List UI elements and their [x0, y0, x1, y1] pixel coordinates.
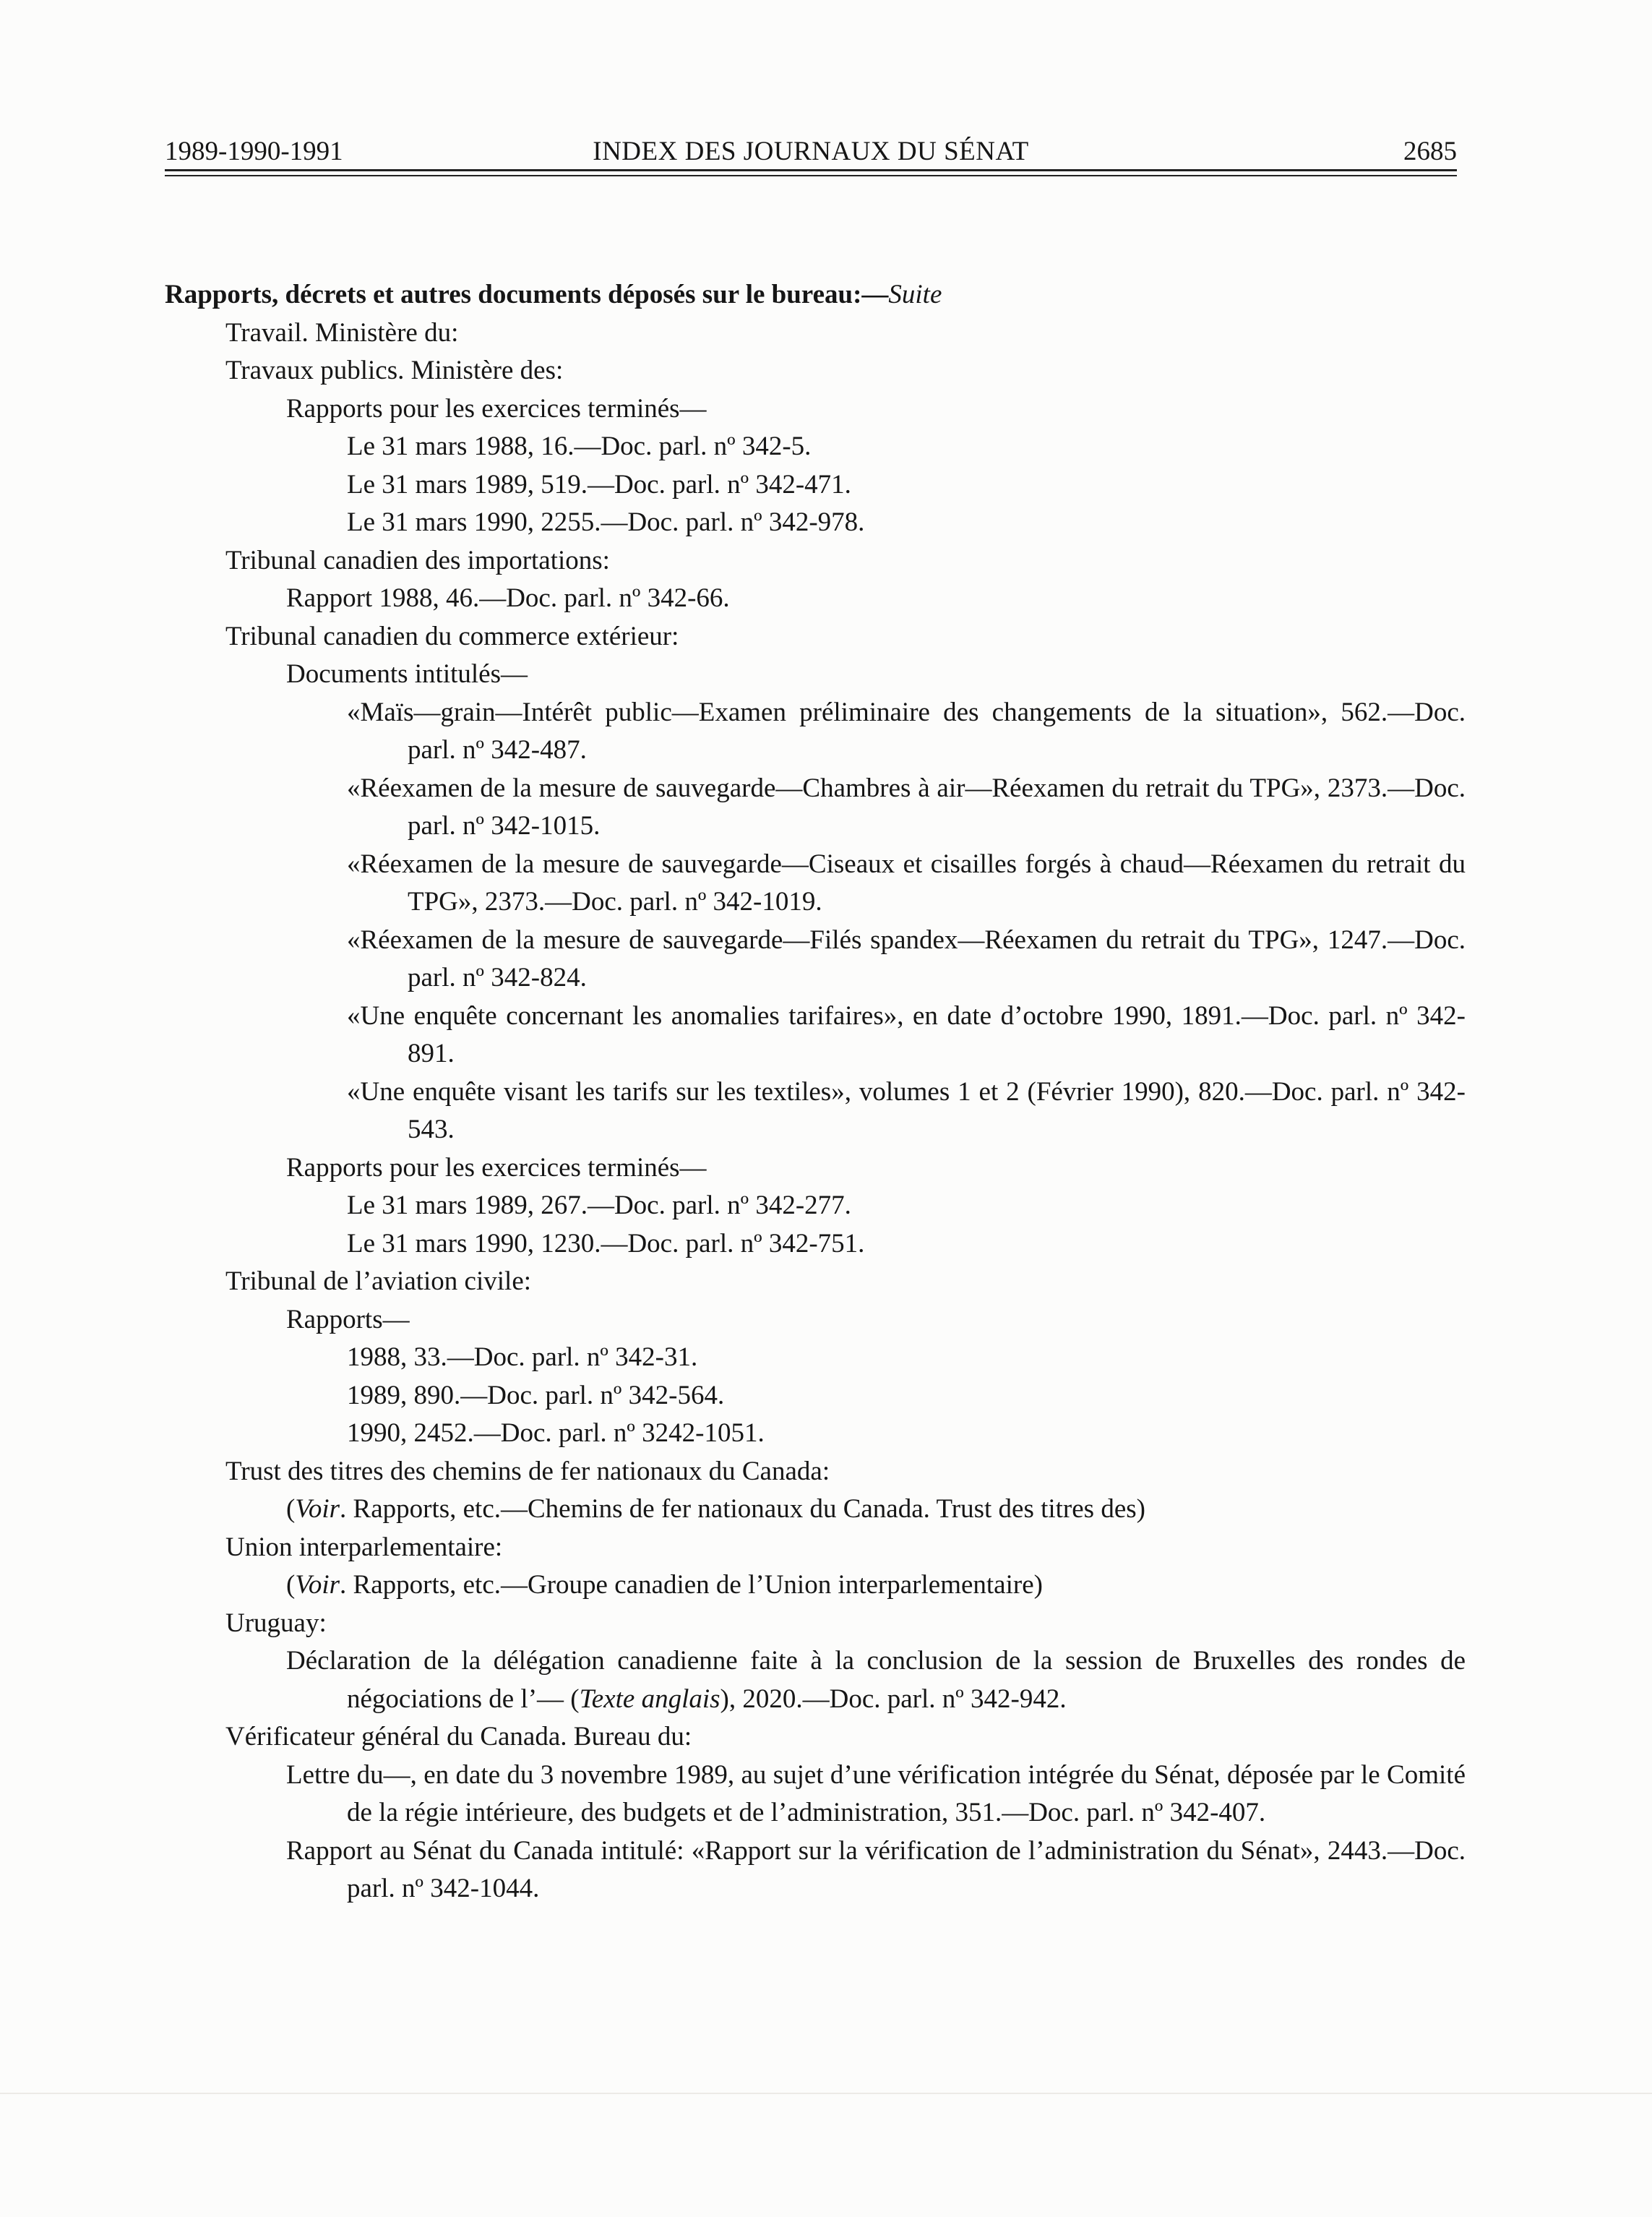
- header-title: INDEX DES JOURNAUX DU SÉNAT: [593, 137, 1029, 166]
- cross-ref-target: . Rapports, etc.—Groupe canadien de l’Union interparlementaire): [340, 1570, 1043, 1600]
- header-rule-top: [165, 169, 1457, 171]
- page-number: 2685: [1403, 137, 1457, 166]
- declaration-ref: ), 2020.—Doc. parl. nº 342-942.: [720, 1684, 1067, 1714]
- cross-ref-voir: Voir: [295, 1494, 340, 1524]
- declaration-italic: Texte anglais: [579, 1684, 720, 1714]
- entry-tp-1988: Le 31 mars 1988, 16.—Doc. parl. nº 342-5.: [347, 432, 812, 461]
- header-years: 1989-1990-1991: [165, 137, 343, 166]
- entry-tac-1989: 1989, 890.—Doc. parl. nº 342-564.: [347, 1380, 725, 1410]
- entry-verif-rapport: Rapport au Sénat du Canada intitulé: «Rapport sur la vérification de l’administration du Sénat», 2443.—Doc. parl. nº 342-1044.: [286, 1835, 1466, 1903]
- entry-tribunal-importations: Tribunal canadien des importations:: [225, 545, 610, 575]
- index-body: [165, 276, 1466, 1908]
- entry-uruguay: Uruguay:: [225, 1608, 327, 1638]
- cross-ref-open: (: [286, 1570, 296, 1600]
- entry-tcce-doc-ciseaux: «Réexamen de la mesure de sauvegarde—Ciseaux et cisailles forgés à chaud—Réexamen du retrait du TPG», 2373.—Doc. parl. nº 342-1019.: [347, 849, 1466, 917]
- entry-tcce-doc-spandex: «Réexamen de la mesure de sauvegarde—Filés spandex—Réexamen du retrait du TPG», 1247.—Doc. parl. nº 342-824.: [347, 925, 1466, 992]
- declaration-text: Déclaration de la délégation canadienne faite à la conclusion de la session de Bruxelles des rondes de négociations de l’— (: [286, 1646, 1466, 1714]
- entry-tp-1990: Le 31 mars 1990, 2255.—Doc. parl. nº 342-978.: [347, 507, 865, 537]
- entry-trust-titres: Trust des titres des chemins de fer nationaux du Canada:: [225, 1456, 830, 1486]
- entry-tcce-doc-anomalies: «Une enquête concernant les anomalies tarifaires», en date d’octobre 1990, 1891.—Doc. parl. nº 342-891.: [347, 1000, 1466, 1068]
- cross-ref-voir: Voir: [295, 1570, 340, 1600]
- running-header: [165, 132, 1457, 172]
- section-heading-suite: Suite: [888, 280, 942, 309]
- section-heading-title: Rapports, décrets et autres documents déposés sur le bureau:—: [165, 280, 889, 309]
- entry-union-voir: [165, 1566, 1466, 1605]
- entry-tac-rapports: Rapports—: [286, 1304, 410, 1334]
- cross-ref-open: (: [286, 1494, 296, 1524]
- entry-verif-lettre: Lettre du—, en date du 3 novembre 1989, au sujet d’une vérification intégrée du Sénat, déposée par le Comité de la régie intérieure, des budgets et de l’administration, 351.—Doc. parl. nº 342-407.: [286, 1759, 1466, 1827]
- cross-ref-target: . Rapports, etc.—Chemins de fer nationaux du Canada. Trust des titres des): [340, 1494, 1145, 1524]
- entry-tac-1988: 1988, 33.—Doc. parl. nº 342-31.: [347, 1342, 698, 1372]
- header-rule-bottom: [165, 175, 1457, 176]
- entry-tcce-documents: Documents intitulés—: [286, 659, 528, 689]
- entry-verificateur: Vérificateur général du Canada. Bureau du:: [225, 1722, 692, 1751]
- entry-tp-rapports: Rapports pour les exercices terminés—: [286, 393, 707, 424]
- entry-tci-rapport: Rapport 1988, 46.—Doc. parl. nº 342-66.: [286, 583, 730, 613]
- entry-tribunal-commerce: Tribunal canadien du commerce extérieur:: [225, 621, 679, 651]
- entry-tcce-rapports: Rapports pour les exercices terminés—: [286, 1152, 707, 1183]
- entry-tcce-doc-mais: «Maïs—grain—Intérêt public—Examen préliminaire des changements de la situation», 562.—Doc. parl. nº 342-487.: [347, 697, 1466, 765]
- entry-tribunal-aviation: Tribunal de l’aviation civile:: [225, 1266, 532, 1296]
- entry-tcce-doc-chambres: «Réexamen de la mesure de sauvegarde—Chambres à air—Réexamen du retrait du TPG», 2373.—Doc. parl. nº 342-1015.: [347, 773, 1466, 841]
- entry-trust-voir: [165, 1491, 1466, 1529]
- entry-travail: Travail. Ministère du:: [225, 317, 459, 348]
- entry-tcce-doc-textiles: «Une enquête visant les tarifs sur les textiles», volumes 1 et 2 (Février 1990), 820.—Doc. parl. nº 342-543.: [347, 1076, 1466, 1144]
- entry-tac-1990: 1990, 2452.—Doc. parl. nº 3242-1051.: [347, 1418, 765, 1448]
- entry-uruguay-declaration: [286, 1642, 1466, 1718]
- scan-edge-line: [0, 2093, 1652, 2094]
- entry-union-interparlementaire: Union interparlementaire:: [225, 1532, 503, 1562]
- section-heading: [165, 276, 1466, 314]
- entry-travaux-publics: Travaux publics. Ministère des:: [225, 356, 564, 385]
- entry-tcce-1989: Le 31 mars 1989, 267.—Doc. parl. nº 342-277.: [347, 1191, 851, 1220]
- entry-tp-1989: Le 31 mars 1989, 519.—Doc. parl. nº 342-471.: [347, 469, 851, 499]
- entry-tcce-1990: Le 31 mars 1990, 1230.—Doc. parl. nº 342-751.: [347, 1228, 865, 1258]
